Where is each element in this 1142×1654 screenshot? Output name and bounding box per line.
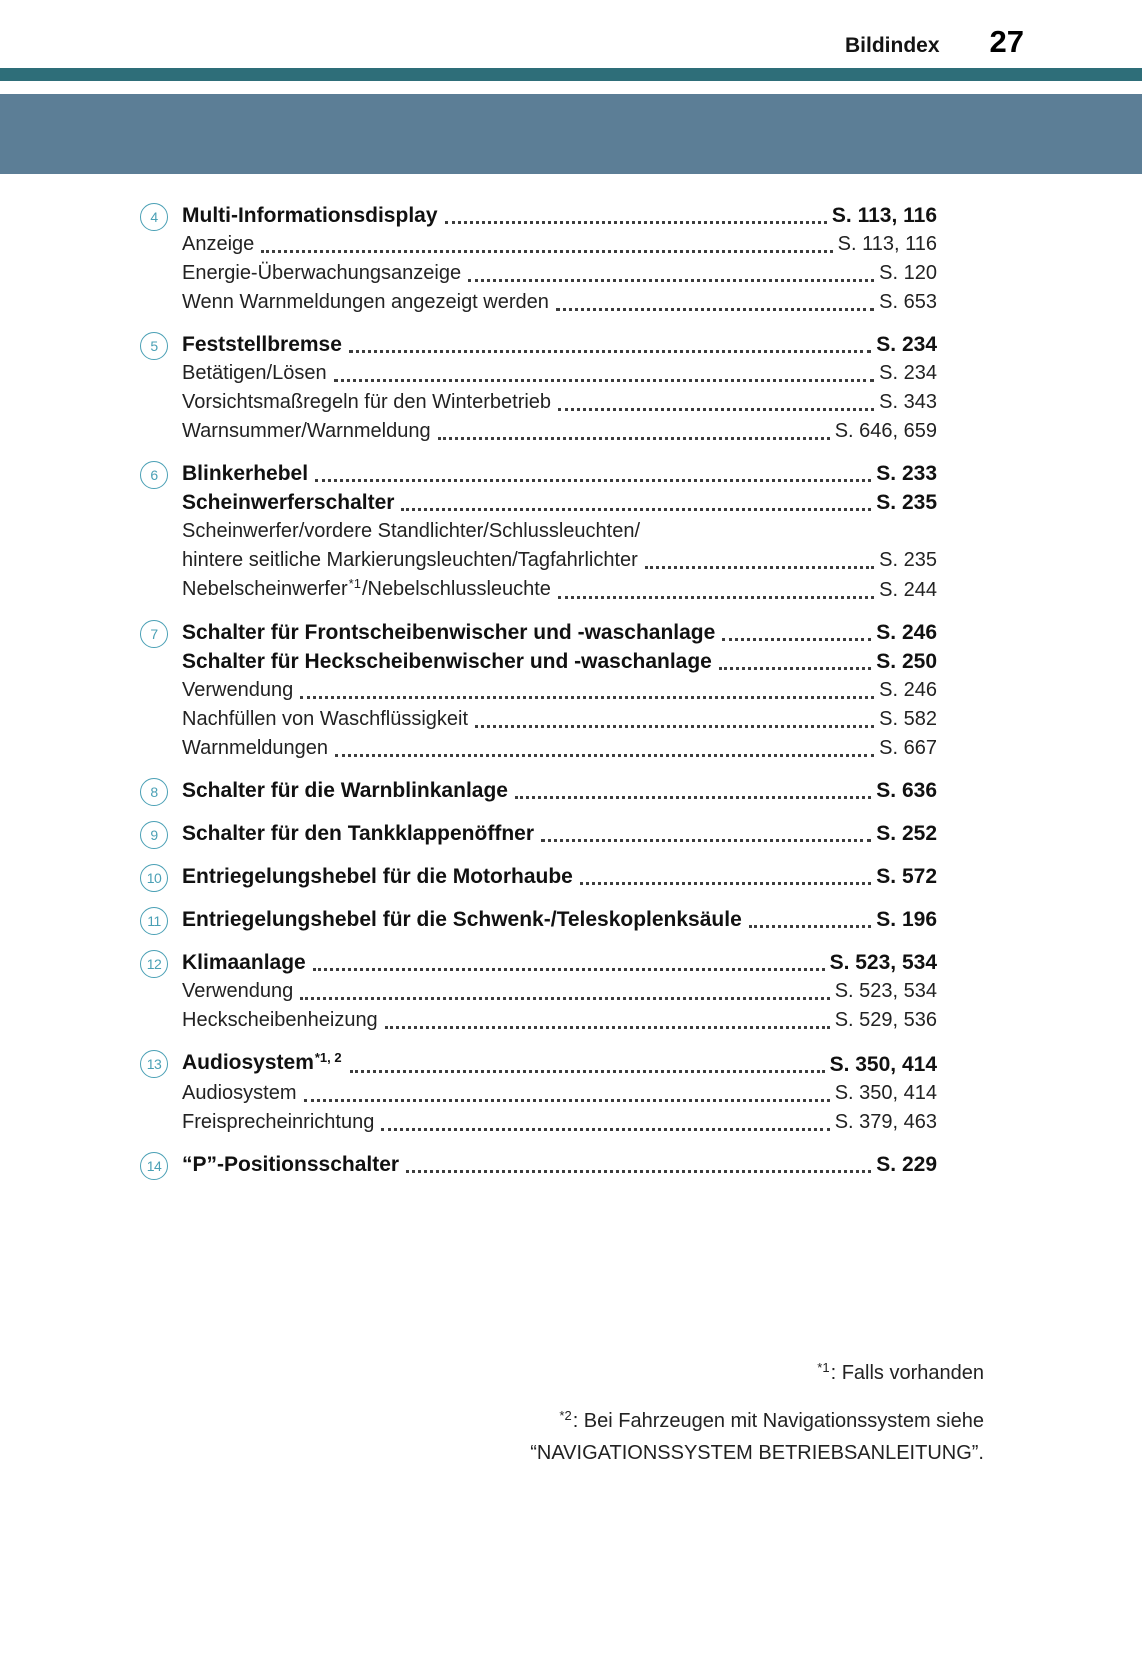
row-label: Schalter für Frontscheibenwischer und -waschanlage xyxy=(182,621,716,644)
dotted-leader xyxy=(438,437,830,440)
row-label: Vorsichtsmaßregeln für den Winterbetrieb xyxy=(182,391,552,413)
page-reference: S. 646, 659 xyxy=(834,420,937,442)
section-rows xyxy=(182,905,937,934)
dotted-leader xyxy=(722,638,871,641)
index-section xyxy=(140,819,937,849)
index-row xyxy=(182,618,937,647)
index-row xyxy=(182,1108,937,1137)
index-row xyxy=(182,201,937,230)
page-reference: S. 582 xyxy=(879,708,937,730)
row-label: Klimaanlage xyxy=(182,951,306,974)
row-label: Feststellbremse xyxy=(182,333,342,356)
index-row xyxy=(182,1006,937,1035)
section-rows xyxy=(182,948,937,1035)
item-number-badge xyxy=(140,950,168,978)
dotted-leader xyxy=(558,408,874,411)
page-reference: S. 235 xyxy=(879,549,937,571)
page-reference: S. 234 xyxy=(879,362,937,384)
item-number-badge xyxy=(140,778,168,806)
item-number-badge xyxy=(140,620,168,648)
footnote-text: : Falls vorhanden xyxy=(830,1362,984,1384)
page-reference: S. 350, 414 xyxy=(834,1082,937,1104)
index-row xyxy=(182,1079,937,1108)
footnote-marker: *1 xyxy=(348,576,361,591)
page-reference: S. 113, 116 xyxy=(837,233,937,255)
row-label: Entriegelungshebel für die Schwenk-/Teleskoplenksäule xyxy=(182,908,742,931)
index-row xyxy=(182,948,937,977)
dotted-leader xyxy=(350,1070,825,1073)
page-reference: S. 250 xyxy=(876,650,937,673)
item-number: 11 xyxy=(147,913,161,929)
item-number-badge xyxy=(140,461,168,489)
footnote-marker: *1, 2 xyxy=(314,1050,342,1065)
item-number-badge xyxy=(140,1050,168,1078)
index-section xyxy=(140,201,937,317)
row-label: Warnmeldungen xyxy=(182,737,329,759)
dotted-leader xyxy=(406,1170,871,1173)
index-row xyxy=(182,546,937,575)
index-section xyxy=(140,618,937,763)
page-header xyxy=(0,0,1142,68)
dotted-leader xyxy=(645,566,874,569)
dotted-leader xyxy=(401,508,871,511)
page-reference: S. 523, 534 xyxy=(834,980,937,1002)
dotted-leader xyxy=(315,479,871,482)
footnotes xyxy=(0,1358,984,1469)
dotted-leader xyxy=(300,997,829,1000)
section-rows xyxy=(182,862,937,891)
row-label: Schalter für Heckscheibenwischer und -waschanlage xyxy=(182,650,712,673)
row-label xyxy=(182,1048,343,1079)
dotted-leader xyxy=(381,1128,829,1131)
page-reference: S. 233 xyxy=(876,462,937,485)
page-reference: S. 667 xyxy=(879,737,937,759)
page-reference: S. 653 xyxy=(879,291,937,313)
section-rows xyxy=(182,819,937,848)
index-row xyxy=(182,977,937,1006)
section-rows xyxy=(182,1150,937,1179)
index-row xyxy=(182,905,937,934)
dotted-leader xyxy=(541,839,871,842)
index-row xyxy=(182,359,937,388)
row-label: Verwendung xyxy=(182,980,294,1002)
row-label: Schalter für die Warnblinkanlage xyxy=(182,779,508,802)
row-label: Wenn Warnmeldungen angezeigt werden xyxy=(182,291,549,313)
page-reference: S. 343 xyxy=(879,391,937,413)
item-number: 5 xyxy=(150,338,158,354)
dotted-leader xyxy=(261,250,832,253)
footnote-marker: *2 xyxy=(559,1408,572,1423)
header-section-label: Bildindex xyxy=(845,34,940,57)
page-reference: S. 235 xyxy=(876,491,937,514)
footnote-text: : Bei Fahrzeugen mit Navigationssystem siehe xyxy=(572,1410,984,1432)
index-row xyxy=(182,288,937,317)
index-row xyxy=(182,862,937,891)
footnote-line xyxy=(0,1358,984,1390)
index-row xyxy=(182,647,937,676)
item-number: 12 xyxy=(146,956,162,972)
dotted-leader xyxy=(556,308,874,311)
footnote-line xyxy=(0,1406,984,1438)
item-number: 7 xyxy=(150,626,158,642)
index-row xyxy=(182,388,937,417)
item-number: 9 xyxy=(150,827,158,843)
page-reference: S. 244 xyxy=(879,579,937,601)
row-label: Energie-Überwachungsanzeige xyxy=(182,262,462,284)
index-section xyxy=(140,948,937,1035)
index-row xyxy=(182,734,937,763)
row-label: “P”-Positionsschalter xyxy=(182,1153,400,1176)
section-rows xyxy=(182,1048,937,1137)
dotted-leader xyxy=(515,796,871,799)
row-label: Blinkerhebel xyxy=(182,462,309,485)
index-section xyxy=(140,1048,937,1137)
dotted-leader xyxy=(475,725,874,728)
row-label: Entriegelungshebel für die Motorhaube xyxy=(182,865,573,888)
page-reference: S. 379, 463 xyxy=(834,1111,937,1133)
item-number-badge xyxy=(140,332,168,360)
row-label-text: Nebelscheinwerfer xyxy=(182,578,348,600)
item-number: 4 xyxy=(150,209,158,225)
index-row xyxy=(182,776,937,805)
page-reference: S. 196 xyxy=(876,908,937,931)
page-reference: S. 529, 536 xyxy=(834,1009,937,1031)
index-section xyxy=(140,905,937,935)
row-label: hintere seitliche Markierungsleuchten/Tagfahrlichter xyxy=(182,549,638,571)
index-section xyxy=(140,1150,937,1180)
page-reference: S. 252 xyxy=(876,822,937,845)
index-row xyxy=(182,705,937,734)
row-label: Scheinwerfer/vordere Standlichter/Schlussleuchten/ xyxy=(182,520,641,542)
dotted-leader xyxy=(445,221,827,224)
index-row xyxy=(182,459,937,488)
index-section xyxy=(140,862,937,892)
dotted-leader xyxy=(334,379,875,382)
chapter-band xyxy=(0,94,1142,174)
footnote-line xyxy=(0,1438,984,1469)
page-reference: S. 523, 534 xyxy=(829,951,937,974)
item-number-badge xyxy=(140,1152,168,1180)
dotted-leader xyxy=(349,350,871,353)
dotted-leader xyxy=(313,968,825,971)
item-number-badge xyxy=(140,864,168,892)
row-label-text: /Nebelschlussleuchte xyxy=(361,578,551,600)
section-rows xyxy=(182,330,937,446)
row-label xyxy=(182,575,551,605)
dotted-leader xyxy=(719,667,871,670)
row-label: Scheinwerferschalter xyxy=(182,491,395,514)
row-label: Multi-Informationsdisplay xyxy=(182,204,438,227)
page-reference: S. 234 xyxy=(876,333,937,356)
dotted-leader xyxy=(558,596,874,599)
index-row xyxy=(182,1048,937,1079)
item-number: 8 xyxy=(150,784,158,800)
index-section xyxy=(140,459,937,605)
header-page-number: 27 xyxy=(989,24,1024,59)
section-rows xyxy=(182,459,937,605)
footnote-text: “NAVIGATIONSSYSTEM BETRIEBSANLEITUNG”. xyxy=(530,1442,984,1464)
dotted-leader xyxy=(580,882,871,885)
dotted-leader xyxy=(385,1026,830,1029)
index-row xyxy=(182,819,937,848)
dotted-leader xyxy=(304,1099,830,1102)
item-number: 10 xyxy=(146,870,162,886)
index-list xyxy=(140,201,937,1180)
index-section xyxy=(140,330,937,446)
row-label: Warnsummer/Warnmeldung xyxy=(182,420,431,442)
item-number: 6 xyxy=(150,467,158,483)
section-rows xyxy=(182,776,937,805)
index-row xyxy=(182,575,937,605)
dotted-leader xyxy=(300,696,874,699)
index-section xyxy=(140,776,937,806)
index-row xyxy=(182,330,937,359)
row-label: Freisprecheinrichtung xyxy=(182,1111,375,1133)
page-reference: S. 636 xyxy=(876,779,937,802)
index-row xyxy=(182,676,937,705)
index-row xyxy=(182,417,937,446)
index-row xyxy=(182,488,937,517)
row-label: Anzeige xyxy=(182,233,255,255)
row-label: Betätigen/Lösen xyxy=(182,362,327,384)
section-rows xyxy=(182,618,937,763)
item-number-badge xyxy=(140,203,168,231)
page-reference: S. 229 xyxy=(876,1153,937,1176)
index-row xyxy=(182,259,937,288)
page-reference: S. 246 xyxy=(876,621,937,644)
item-number: 14 xyxy=(146,1158,162,1174)
index-row xyxy=(182,230,937,259)
index-row xyxy=(182,1150,937,1179)
page-reference: S. 246 xyxy=(879,679,937,701)
section-rows xyxy=(182,201,937,317)
row-label: Heckscheibenheizung xyxy=(182,1009,378,1031)
page-reference: S. 120 xyxy=(879,262,937,284)
footnote-marker: *1 xyxy=(817,1360,830,1375)
dotted-leader xyxy=(335,754,874,757)
dotted-leader xyxy=(749,925,872,928)
item-number-badge xyxy=(140,907,168,935)
item-number-badge xyxy=(140,821,168,849)
row-label: Schalter für den Tankklappenöffner xyxy=(182,822,535,845)
row-label-text: Audiosystem xyxy=(182,1051,314,1074)
item-number: 13 xyxy=(146,1056,162,1072)
dotted-leader xyxy=(468,279,874,282)
page-reference: S. 113, 116 xyxy=(831,204,937,227)
row-label: Nachfüllen von Waschflüssigkeit xyxy=(182,708,469,730)
page-reference: S. 350, 414 xyxy=(829,1053,937,1076)
row-label: Verwendung xyxy=(182,679,294,701)
row-label: Audiosystem xyxy=(182,1082,297,1104)
page-reference: S. 572 xyxy=(876,865,937,888)
header-rule xyxy=(0,68,1142,81)
index-row xyxy=(182,517,937,546)
